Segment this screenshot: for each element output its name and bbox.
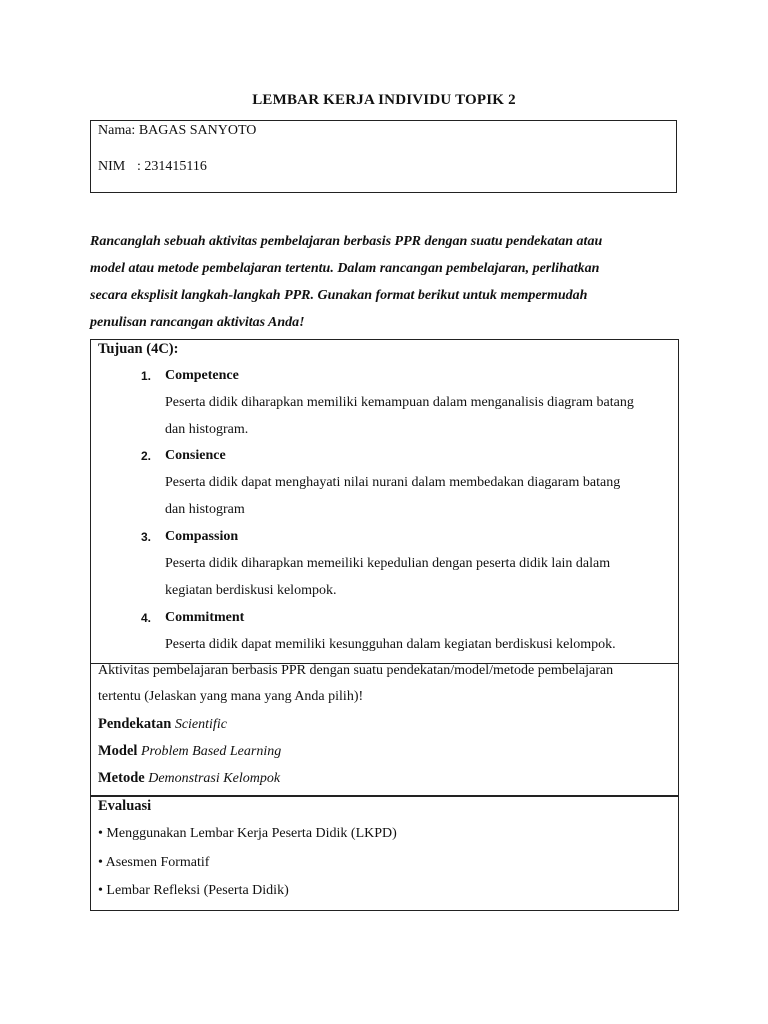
goal-text: Peserta didik dapat menghayati nilai nurani dalam membedakan diagaram batang [165, 475, 621, 490]
instruction-line: Rancanglah sebuah aktivitas pembelajaran berbasis PPR dengan suatu pendekatan atau [90, 234, 603, 249]
evaluation-cell [90, 796, 679, 911]
identity-box [90, 120, 677, 193]
goal-number: 2. [141, 449, 152, 463]
nim-value: : 231415116 [137, 159, 207, 174]
method-label: Metode [98, 770, 145, 786]
approach-label: Pendekatan [98, 716, 172, 732]
goals-heading: Tujuan (4C): [98, 341, 179, 357]
name-line: Nama: BAGAS SANYOTO [98, 123, 257, 138]
nim-label: NIM [98, 159, 126, 174]
activity-intro: tertentu (Jelaskan yang mana yang Anda pilih)! [98, 689, 364, 704]
activity-intro: Aktivitas pembelajaran berbasis PPR dengan suatu pendekatan/model/metode pembelajaran [98, 663, 614, 678]
method-line [98, 770, 280, 787]
evaluation-item: • Menggunakan Lembar Kerja Peserta Didik (LKPD) [98, 826, 397, 841]
document-title: LEMBAR KERJA INDIVIDU TOPIK 2 [252, 92, 516, 108]
model-label: Model [98, 743, 138, 759]
model-line [98, 743, 281, 760]
approach-value: Scientific [174, 717, 227, 732]
goal-competence-title: Competence [165, 368, 239, 383]
goal-text: Peserta didik diharapkan memeiliki kepedulian dengan peserta didik lain dalam [165, 556, 611, 571]
goal-consience-title: Consience [165, 448, 226, 463]
goal-commitment-title: Commitment [165, 610, 245, 625]
goal-text: Peserta didik dapat memiliki kesungguhan dalam kegiatan berdiskusi kelompok. [165, 637, 616, 652]
goal-text: kegiatan berdiskusi kelompok. [165, 583, 337, 598]
evaluation-heading: Evaluasi [98, 798, 152, 814]
instruction-line: secara eksplisit langkah-langkah PPR. Gunakan format berikut untuk mempermudah [90, 288, 588, 303]
goal-compassion-title: Compassion [165, 529, 239, 544]
goal-number: 1. [141, 369, 152, 383]
instruction-paragraph [90, 228, 680, 336]
evaluation-item: • Lembar Refleksi (Peserta Didik) [98, 883, 289, 898]
goal-number: 3. [141, 530, 152, 544]
goals-cell [90, 339, 679, 664]
instruction-line: penulisan rancangan aktivitas Anda! [90, 315, 305, 330]
activity-cell [90, 663, 679, 796]
method-value: Demonstrasi Kelompok [148, 771, 281, 786]
goal-text: dan histogram [165, 502, 245, 517]
goal-number: 4. [141, 611, 152, 625]
approach-line [98, 716, 227, 733]
instruction-line: model atau metode pembelajaran tertentu. Dalam rancangan pembelajaran, perlihatkan [90, 261, 600, 276]
nim-line [98, 159, 207, 175]
evaluation-item: • Asesmen Formatif [98, 855, 210, 870]
goal-text: dan histogram. [165, 422, 249, 437]
goal-text: Peserta didik diharapkan memiliki kemampuan dalam menganalisis diagram batang [165, 395, 634, 410]
model-value: Problem Based Learning [140, 744, 282, 759]
